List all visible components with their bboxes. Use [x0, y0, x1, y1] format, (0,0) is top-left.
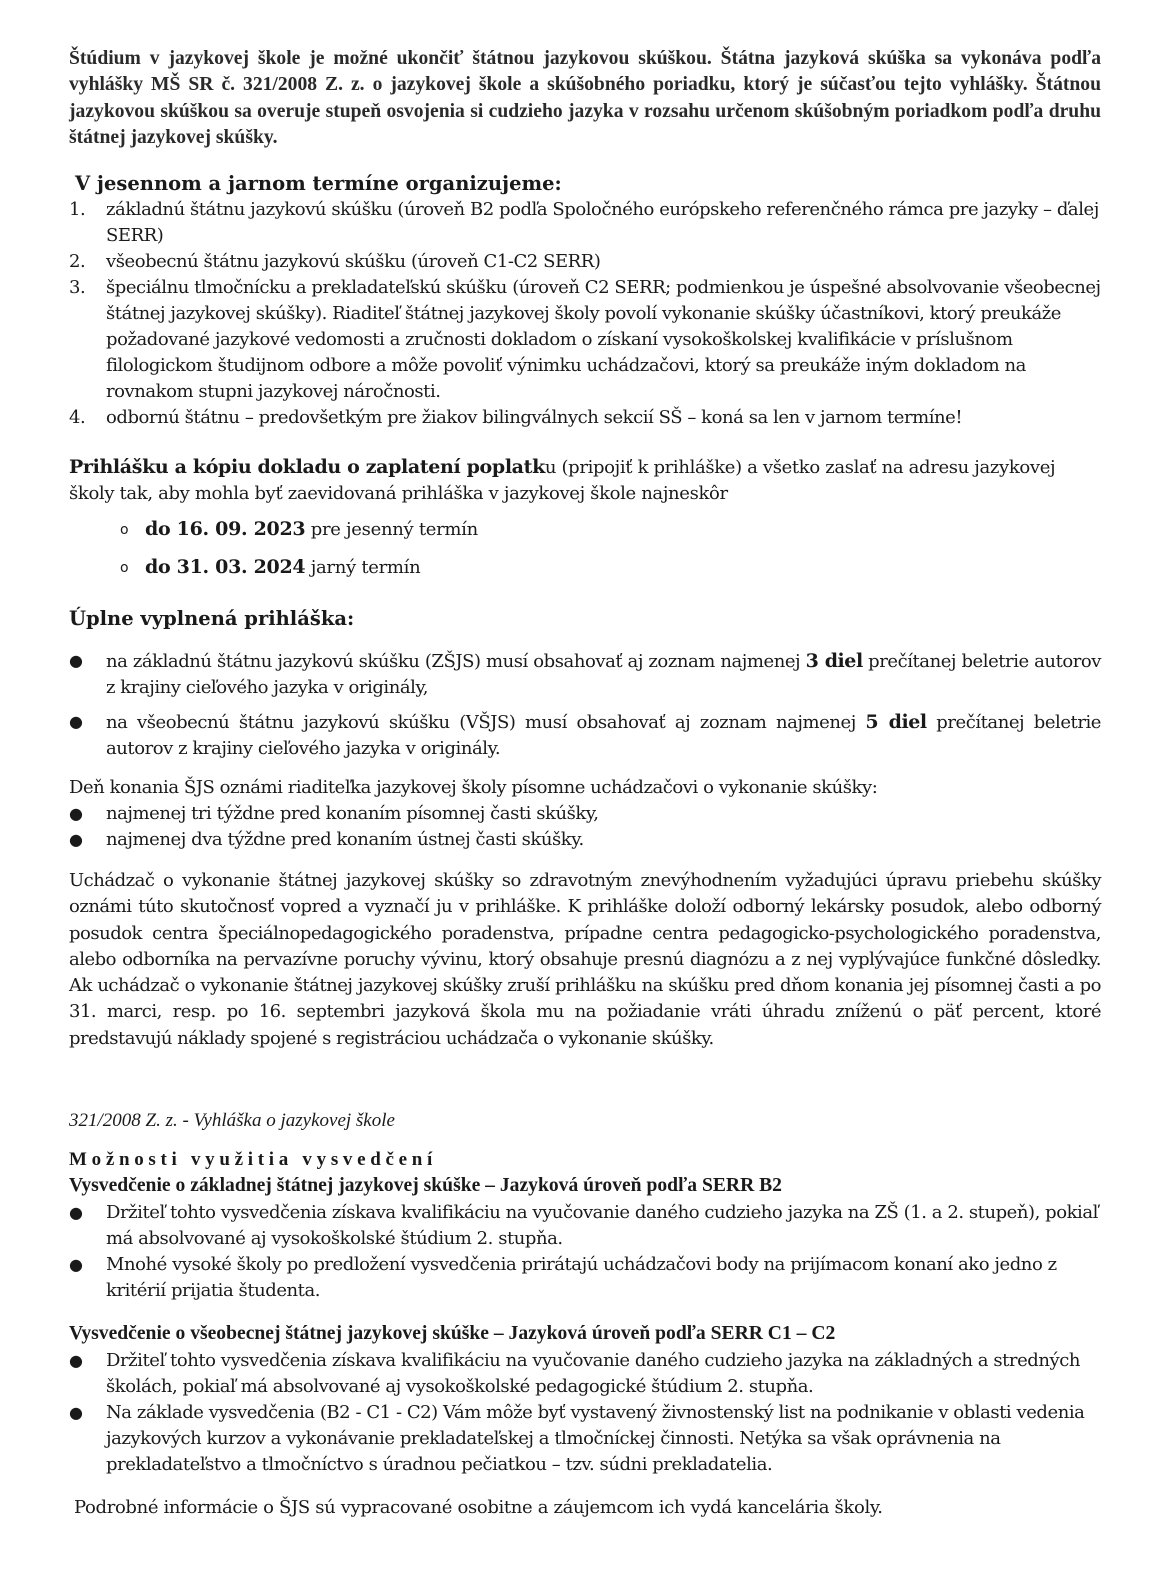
certificate-heading: Vysvedčenie o všeobecnej štátnej jazykovej skúške – Jazyková úroveň podľa SERR C1 – C2 — [69, 1323, 836, 1344]
item-text: Držiteľ tohto vysvedčenia získava kvalifikáciu na vyučovanie daného cudzieho jazyka na ZŠ (1. a 2. stupeň), pokiaľ má absolvované aj vysokoškolské štúdium 2. stupňa. — [106, 1202, 1098, 1249]
deadline-label: jarný termín — [305, 557, 421, 578]
complete-list-2 — [69, 709, 1101, 762]
list-item — [69, 709, 1101, 762]
application-bold: Prihlášku a kópiu dokladu o zaplatení poplatk — [69, 456, 545, 478]
item-text: Držiteľ tohto vysvedčenia získava kvalifikáciu na vyučovanie daného cudzieho jazyka na základných a stredných školách, pokiaľ má absolvované aj vysokoškolské pedagogické štúdium 2. stupňa. — [106, 1350, 1080, 1397]
deadline-spring — [69, 554, 1101, 584]
item-bold: 3 diel — [805, 650, 863, 672]
item-number: 4. — [69, 407, 86, 428]
certificate-heading: Vysvedčenie o základnej štátnej jazykovej skúške – Jazyková úroveň podľa SERR B2 — [69, 1175, 782, 1196]
bullet-icon: ● — [69, 651, 83, 670]
item-text: základnú štátnu jazykovú skúšku (úroveň B2 podľa Spoločného európskeho referenčného rámca pre jazyky – ďalej SERR) — [106, 199, 1099, 246]
complete-heading: Úplne vyplnená prihláška: — [69, 607, 355, 630]
circle-bullet-icon: o — [120, 560, 129, 576]
list-item — [69, 1200, 1101, 1252]
exam-types-list — [69, 197, 1101, 431]
legal-reference: 321/2008 Z. z. - Vyhláška o jazykovej škole — [69, 1110, 395, 1131]
application-paragraph — [69, 454, 1101, 507]
notice-paragraph: Deň konania ŠJS oznámi riaditeľka jazykovej školy písomne uchádzačovi o vykonanie skúšky: — [69, 777, 878, 798]
footer-paragraph: Podrobné informácie o ŠJS sú vypracované osobitne a záujemcom ich vydá kancelária školy. — [74, 1497, 883, 1518]
item-text: na základnú štátnu jazykovú skúšku (ZŠJS) musí obsahovať aj zoznam najmenej — [106, 651, 806, 672]
item-text: Na základe vysvedčenia (B2 - C1 - C2) Vám môže byť vystavený živnostenský list na podnikanie v oblasti vedenia jazykových kurzov a vykonávanie prekladateľskej a tlmočníckej činnosti. Netýka sa však oprávnenia na prekladateľstvo a tlmočníctvo s úradnou pečiatkou – tzv. súdni prekladatelia. — [106, 1402, 1085, 1475]
bullet-icon: ● — [69, 1255, 83, 1274]
item-text: Mnohé vysoké školy po predložení vysvedčenia prirátajú uchádzačovi body na prijímacom konaní ako jedno z kritérií prijatia študenta. — [106, 1254, 1057, 1301]
disability-paragraph: Uchádzač o vykonanie štátnej jazykovej skúšky so zdravotným znevýhodnením vyžadujúci úpravu priebehu skúšky oznámi túto skutočnosť vopred a vyznačí ju v prihláške. K prihláške doloží odborný lekársky posudok, alebo odborný posudok centra špeciálnopedagogického poradenstva, prípadne centra pedagogicko-psychologického poradenstva, alebo odborníka na pervazívne poruchy vývinu, ktorý obsahuje presnú diagnózu a z nej vyplývajúce funkčné dôsledky. Ak uchádzač o vykonanie štátnej jazykovej skúšky zruší prihlášku na skúšku pred dňom konania jej písomnej časti a po 31. marci, resp. po 16. septembri jazyková škola mu na požiadanie vráti úhradu zníženú o päť percent, ktoré predstavujú náklady spojené s registráciou uchádzača o vykonanie skúšky. — [69, 870, 1101, 1049]
item-text: najmenej dva týždne pred konaním ústnej časti skúšky. — [106, 829, 584, 850]
bullet-icon: ● — [69, 804, 83, 823]
intro-paragraph: Štúdium v jazykovej škole je možné ukončiť štátnou jazykovou skúškou. Štátna jazyková skúška sa vykonáva podľa vyhlášky MŠ SR č. 321/2008 Z. z. o jazykovej škole a skúšobného poriadku, ktorý je súčasťou tejto vyhlášky. Štátnou jazykovou skúškou sa overuje stupeň osvojenia si cudzieho jazyka v rozsahu určenom skúšobným poriadkom podľa druhu štátnej jazykovej skúšky. — [69, 48, 1101, 149]
bullet-icon: ● — [69, 1203, 83, 1222]
notice-list — [69, 801, 1101, 853]
list-item — [69, 648, 1101, 701]
bullet-icon: ● — [69, 830, 83, 849]
terms-heading: V jesennom a jarnom termíne organizujeme: — [75, 172, 562, 195]
list-item — [69, 1252, 1101, 1304]
item-number: 1. — [69, 199, 86, 220]
deadline-label: pre jesenný termín — [305, 519, 478, 540]
circle-bullet-icon: o — [120, 522, 129, 538]
list-item — [69, 275, 1101, 405]
item-text: prečítanej beletrie autorov z krajiny cieľového jazyka v originály, — [106, 651, 1101, 698]
item-text: odbornú štátnu – predovšetkým pre žiakov bilingválnych sekcií SŠ – koná sa len v jarnom termíne! — [106, 407, 963, 428]
deadline-autumn — [69, 516, 1101, 546]
deadline-date: do 31. 03. 2024 — [145, 556, 306, 578]
item-number: 2. — [69, 251, 86, 272]
list-item — [69, 827, 1101, 853]
item-bold: 5 diel — [865, 711, 927, 733]
item-text: všeobecnú štátnu jazykovú skúšku (úroveň C1-C2 SERR) — [106, 251, 601, 272]
item-text: prečítanej beletrie autorov z krajiny cieľového jazyka v originály. — [106, 712, 1101, 759]
bullet-icon: ● — [69, 1403, 83, 1422]
item-number: 3. — [69, 277, 86, 298]
item-text: špeciálnu tlmočnícku a prekladateľskú skúšku (úroveň C2 SERR; podmienkou je úspešné absolvovanie všeobecnej štátnej jazykovej skúšky). Riaditeľ štátnej jazykovej školy povolí vykonanie skúšky účastníkovi, ktorý preukáže požadované jazykové vedomosti a zručnosti dokladom o získaní vysokoškolskej kvalifikácie v príslušnom filologickom študijnom odbore a môže povoliť výnimku uchádzačovi, ktorý sa preukáže iným dokladom na rovnakom stupni jazykovej náročnosti. — [106, 277, 1101, 402]
uses-heading: Možnosti využitia vysvedčení — [69, 1149, 438, 1170]
list-item — [69, 1348, 1101, 1400]
list-item — [69, 197, 1101, 249]
list-item — [69, 405, 1101, 431]
list-item — [69, 801, 1101, 827]
bullet-icon: ● — [69, 1351, 83, 1370]
certificate-list — [69, 1348, 1101, 1478]
complete-list — [69, 648, 1101, 701]
list-item — [69, 249, 1101, 275]
deadline-date: do 16. 09. 2023 — [145, 518, 306, 540]
item-text: na všeobecnú štátnu jazykovú skúšku (VŠJS) musí obsahovať aj zoznam najmenej — [106, 712, 866, 733]
list-item — [69, 1400, 1101, 1478]
certificate-list — [69, 1200, 1101, 1304]
bullet-icon: ● — [69, 712, 83, 731]
application-rest: u (pripojiť k prihláške) a všetko zaslať na adresu jazykovej školy tak, aby mohla byť zaevidovaná prihláška v jazykovej škole najneskôr — [69, 457, 1056, 504]
item-text: najmenej tri týždne pred konaním písomnej časti skúšky, — [106, 803, 599, 824]
